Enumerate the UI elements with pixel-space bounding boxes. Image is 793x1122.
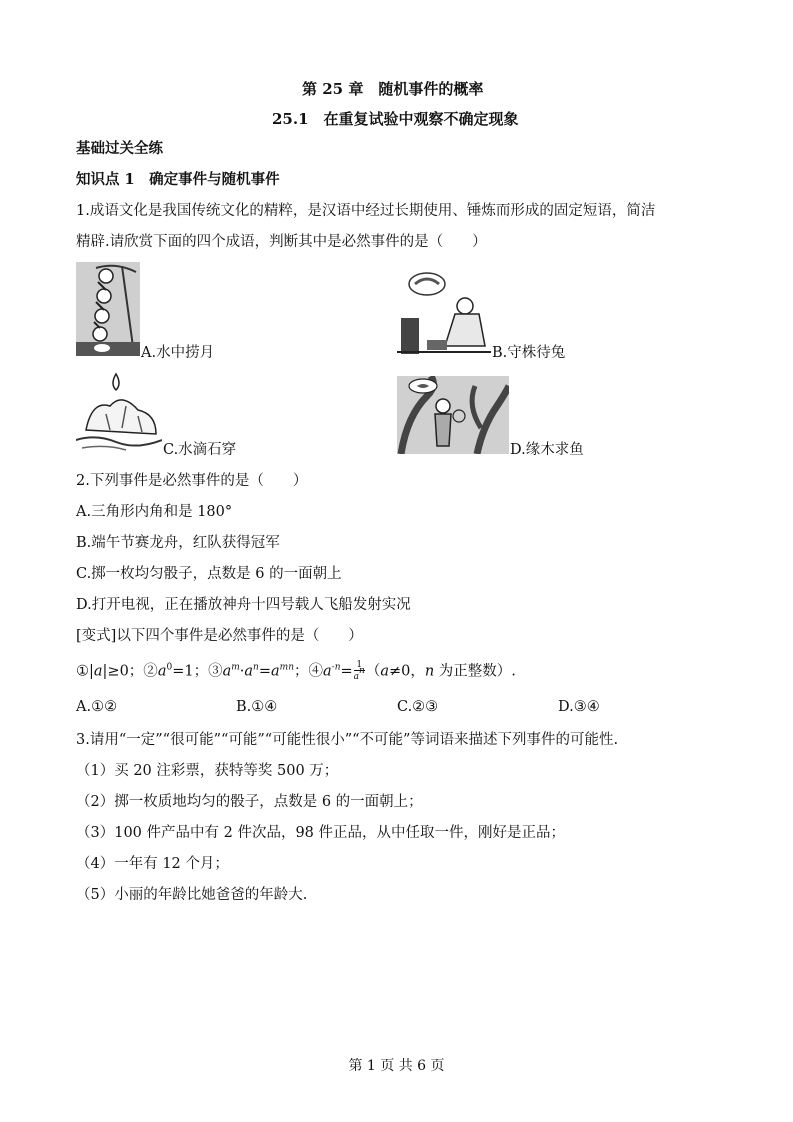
section-title: 25.1 在重复试验中观察不确定现象 — [272, 110, 519, 128]
fraction-1-over-a-n: $\frac{1}{a^n}$ — [353, 660, 365, 682]
q3-item-3: （3）100 件产品中有 2 件次品，98 件正品，从中任取一件，刚好是正品； — [76, 825, 566, 841]
q3-item-4: （4）一年有 12 个月； — [76, 856, 229, 872]
variant-statements: ①|a|≥0；$②a^0=1$；$③a^m\cdot a^n=a^{mn}$；$④a^{-n}=$ $\frac{1}{a^n}$ （a≠0，n 为正整数）. — [76, 660, 516, 682]
q2-stem: 2.下列事件是必然事件的是（ ） — [76, 473, 308, 489]
q3-item-1: （1）买 20 注彩票，获特等奖 500 万； — [76, 763, 339, 779]
q2-option-d: D.打开电视，正在播放神舟十四号载人飞船发射实况 — [76, 597, 411, 613]
q1-option-b: B.守株待兔 — [492, 345, 566, 361]
variant-option-b: B.①④ — [236, 699, 278, 715]
q2-option-c: C.掷一枚均匀骰子，点数是 6 的一面朝上 — [76, 566, 342, 582]
knowledge-point-heading: 知识点 1 确定事件与随机事件 — [76, 171, 280, 188]
variant-stem: [变式]以下四个事件是必然事件的是（ ） — [76, 628, 363, 644]
variant-option-a: A.①② — [76, 699, 118, 715]
q2-option-b: B.端午节赛龙舟，红队获得冠军 — [76, 535, 280, 551]
q1-stem-line1: 1.成语文化是我国传统文化的精粹，是汉语中经过长期使用、锤炼而形成的固定短语，简洁 — [76, 203, 656, 219]
page-footer: 第 1 页 共 6 页 — [348, 1058, 445, 1074]
climbing-tree-fish-illustration — [397, 376, 509, 454]
q3-stem: 3.请用“一定”“很可能”“可能”“可能性很小”“不可能”等词语来描述下列事件的可能性. — [76, 732, 619, 748]
variant-option-d: D.③④ — [558, 699, 600, 715]
q1-stem-line2: 精辟.请欣赏下面的四个成语，判断其中是必然事件的是（ ） — [76, 234, 487, 250]
q1-option-d: D.缘木求鱼 — [510, 442, 584, 458]
q1-option-a: A.水中捞月 — [141, 345, 215, 361]
water-drop-stone-illustration — [76, 370, 162, 454]
q1-option-c: C.水滴石穿 — [163, 442, 237, 458]
q3-item-5: （5）小丽的年龄比她爸爸的年龄大. — [76, 887, 308, 903]
waiting-by-stump-illustration — [397, 266, 491, 356]
monkeys-fishing-moon-illustration — [76, 262, 140, 356]
variant-option-c: C.②③ — [397, 699, 439, 715]
q3-item-2: （2）掷一枚质地均匀的骰子，点数是 6 的一面朝上； — [76, 794, 423, 810]
practice-heading: 基础过关全练 — [76, 140, 163, 157]
chapter-title: 第 25 章 随机事件的概率 — [302, 80, 484, 98]
q2-option-a: A.三角形内角和是 180° — [76, 504, 233, 520]
